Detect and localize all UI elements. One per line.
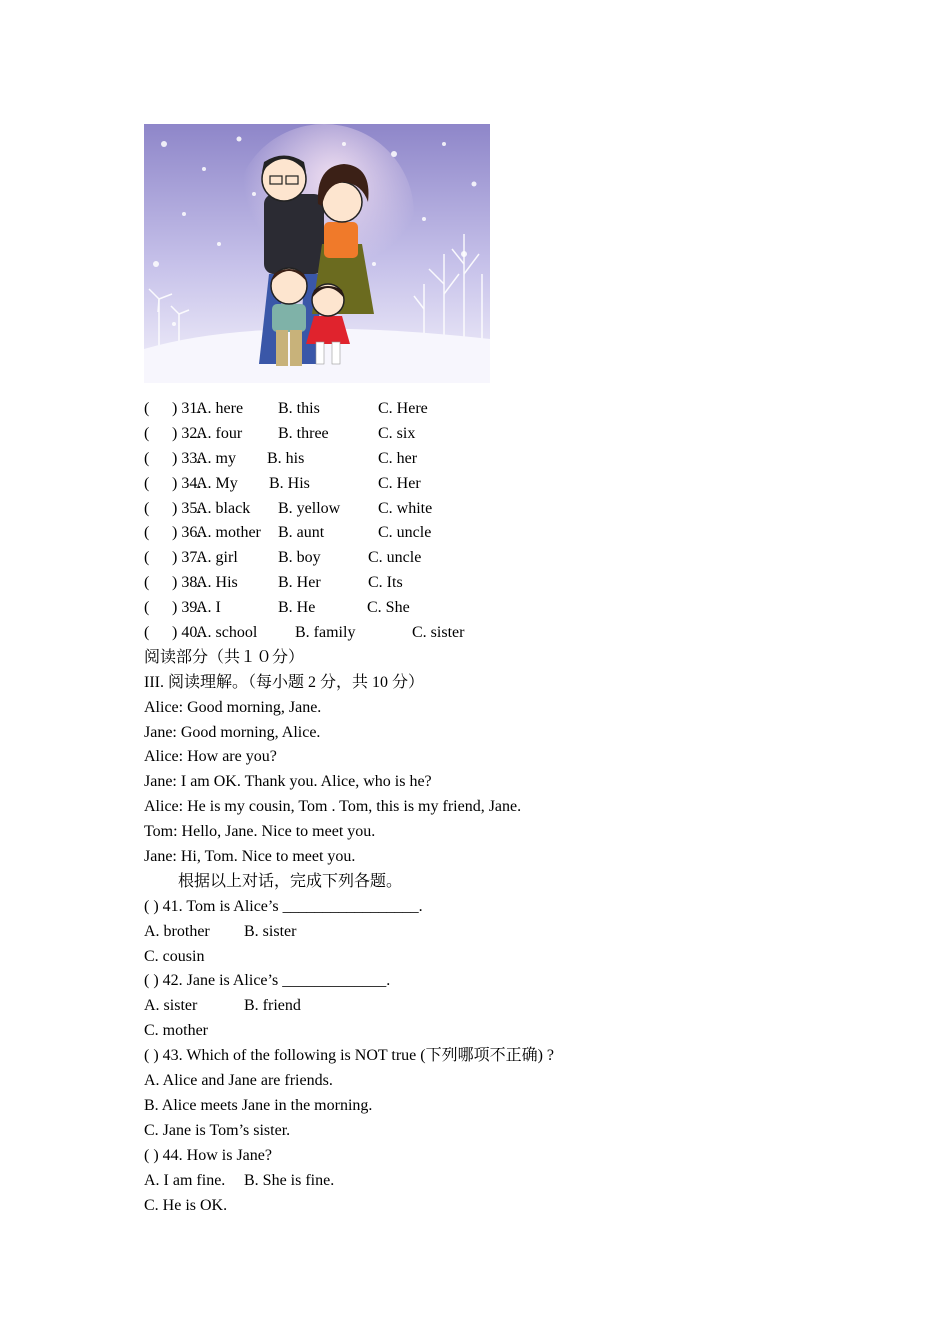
option-a: A. brother: [144, 922, 210, 940]
reading-options: [144, 920, 844, 945]
mcq-b: B. boy: [278, 549, 321, 567]
dialogue-line: Alice: He is my cousin, Tom . Tom, this is my friend, Jane.: [144, 798, 522, 816]
mcq-b: B. Her: [278, 574, 321, 592]
mcq-b: B. He: [278, 599, 316, 617]
mcq-a: A. school: [196, 624, 258, 642]
mcq-paren: (: [144, 400, 150, 417]
mcq-b: B. yellow: [278, 499, 341, 517]
mcq-row: [144, 596, 844, 621]
mcq-row: [144, 447, 844, 472]
reading-question: ( ) 41. Tom is Alice’s _________________.: [144, 897, 423, 915]
mcq-paren: (: [144, 524, 150, 542]
mcq-num: ) 35.: [172, 499, 202, 517]
mcq-num: ) 40.: [172, 624, 202, 642]
mcq-c: C. Here: [378, 400, 428, 417]
mcq-row: [144, 571, 844, 596]
dialogue: [144, 696, 844, 870]
mcq-paren: (: [144, 624, 150, 642]
option-a: A. sister: [144, 997, 198, 1015]
mcq-c: C. sister: [412, 624, 465, 642]
reading-questions: [144, 895, 844, 1219]
mcq-paren: (: [144, 499, 150, 517]
mcq-num: ) 39.: [172, 599, 202, 617]
mcq-a: A. black: [196, 499, 251, 517]
mcq-list: [144, 397, 844, 646]
instruction: 根据以上对话，完成下列各题。: [178, 872, 403, 890]
worksheet-page: [144, 124, 844, 1218]
mcq-row: [144, 621, 844, 646]
mcq-b: B. His: [269, 474, 310, 492]
mcq-row: [144, 521, 844, 546]
option-b: B. sister: [244, 922, 297, 940]
option-c: C. cousin: [144, 947, 205, 965]
reading-question: ( ) 42. Jane is Alice’s _____________.: [144, 972, 391, 990]
mcq-b: B. this: [278, 400, 320, 417]
dialogue-line: Jane: Good morning, Alice.: [144, 723, 321, 741]
mcq-paren: (: [144, 449, 150, 467]
mcq-paren: (: [144, 599, 150, 617]
mcq-num: ) 37.: [172, 549, 202, 567]
mcq-a: A. four: [196, 424, 243, 442]
mcq-c: C. She: [367, 599, 410, 617]
mcq-num: ) 34.: [172, 474, 202, 492]
mcq-c: C. her: [378, 449, 418, 467]
reading-option: C. Jane is Tom’s sister.: [144, 1121, 291, 1139]
mcq-a: A. mother: [196, 524, 261, 542]
mcq-a: A. His: [196, 574, 238, 592]
mcq-a: A. My: [196, 474, 238, 492]
reading-question: ( ) 44. How is Jane?: [144, 1146, 272, 1164]
mcq-b: B. three: [278, 424, 329, 442]
mcq-c: C. uncle: [368, 549, 422, 567]
mcq-c: C. white: [378, 499, 433, 517]
mcq-row: [144, 497, 844, 522]
part3-title: III. 阅读理解。（每小题 2 分，共 10 分）: [144, 673, 424, 691]
option-c: C. mother: [144, 1022, 208, 1040]
mcq-a: A. my: [196, 449, 236, 467]
mcq-a: A. girl: [196, 549, 238, 567]
reading-option: B. Alice meets Jane in the morning.: [144, 1096, 373, 1114]
reading-options: [144, 1169, 844, 1194]
section-title: 阅读部分（共１０分）: [144, 648, 305, 666]
mcq-num: ) 36.: [172, 524, 202, 542]
mcq-paren: (: [144, 424, 150, 442]
dialogue-line: Jane: Hi, Tom. Nice to meet you.: [144, 848, 356, 866]
mcq-num: ) 32.: [172, 424, 202, 442]
mcq-c: C. Her: [378, 474, 421, 492]
mcq-b: B. aunt: [278, 524, 325, 542]
dialogue-line: Alice: How are you?: [144, 748, 277, 766]
dialogue-line: Jane: I am OK. Thank you. Alice, who is he?: [144, 773, 432, 791]
mcq-paren: (: [144, 574, 150, 592]
dialogue-line: Alice: Good morning, Jane.: [144, 698, 322, 716]
mcq-c: C. six: [378, 424, 416, 442]
option-b: B. friend: [244, 997, 301, 1015]
mcq-num: ) 31.: [172, 400, 202, 417]
mcq-a: A. here: [196, 400, 244, 417]
reading-question: ( ) 43. Which of the following is NOT true (下列哪项不正确) ?: [144, 1047, 555, 1065]
mcq-c: C. Its: [368, 574, 403, 592]
mcq-b: B. family: [295, 624, 356, 642]
mcq-row: [144, 546, 844, 571]
option-a: A. I am fine.: [144, 1171, 226, 1189]
reading-option: A. Alice and Jane are friends.: [144, 1072, 333, 1090]
mcq-paren: (: [144, 474, 150, 492]
option-b: B. She is fine.: [244, 1171, 335, 1189]
mcq-num: ) 33.: [172, 449, 202, 467]
mcq-row: [144, 472, 844, 497]
dialogue-line: Tom: Hello, Jane. Nice to meet you.: [144, 823, 376, 841]
mcq-c: C. uncle: [378, 524, 432, 542]
family-illustration-icon: [144, 124, 490, 383]
reading-options: [144, 994, 844, 1019]
mcq-b: B. his: [267, 449, 305, 467]
mcq-paren: (: [144, 549, 150, 567]
mcq-row: [144, 422, 844, 447]
option-c: C. He is OK.: [144, 1196, 228, 1214]
mcq-row: [144, 397, 844, 422]
mcq-num: ) 38.: [172, 574, 202, 592]
mcq-a: A. I: [196, 599, 221, 617]
